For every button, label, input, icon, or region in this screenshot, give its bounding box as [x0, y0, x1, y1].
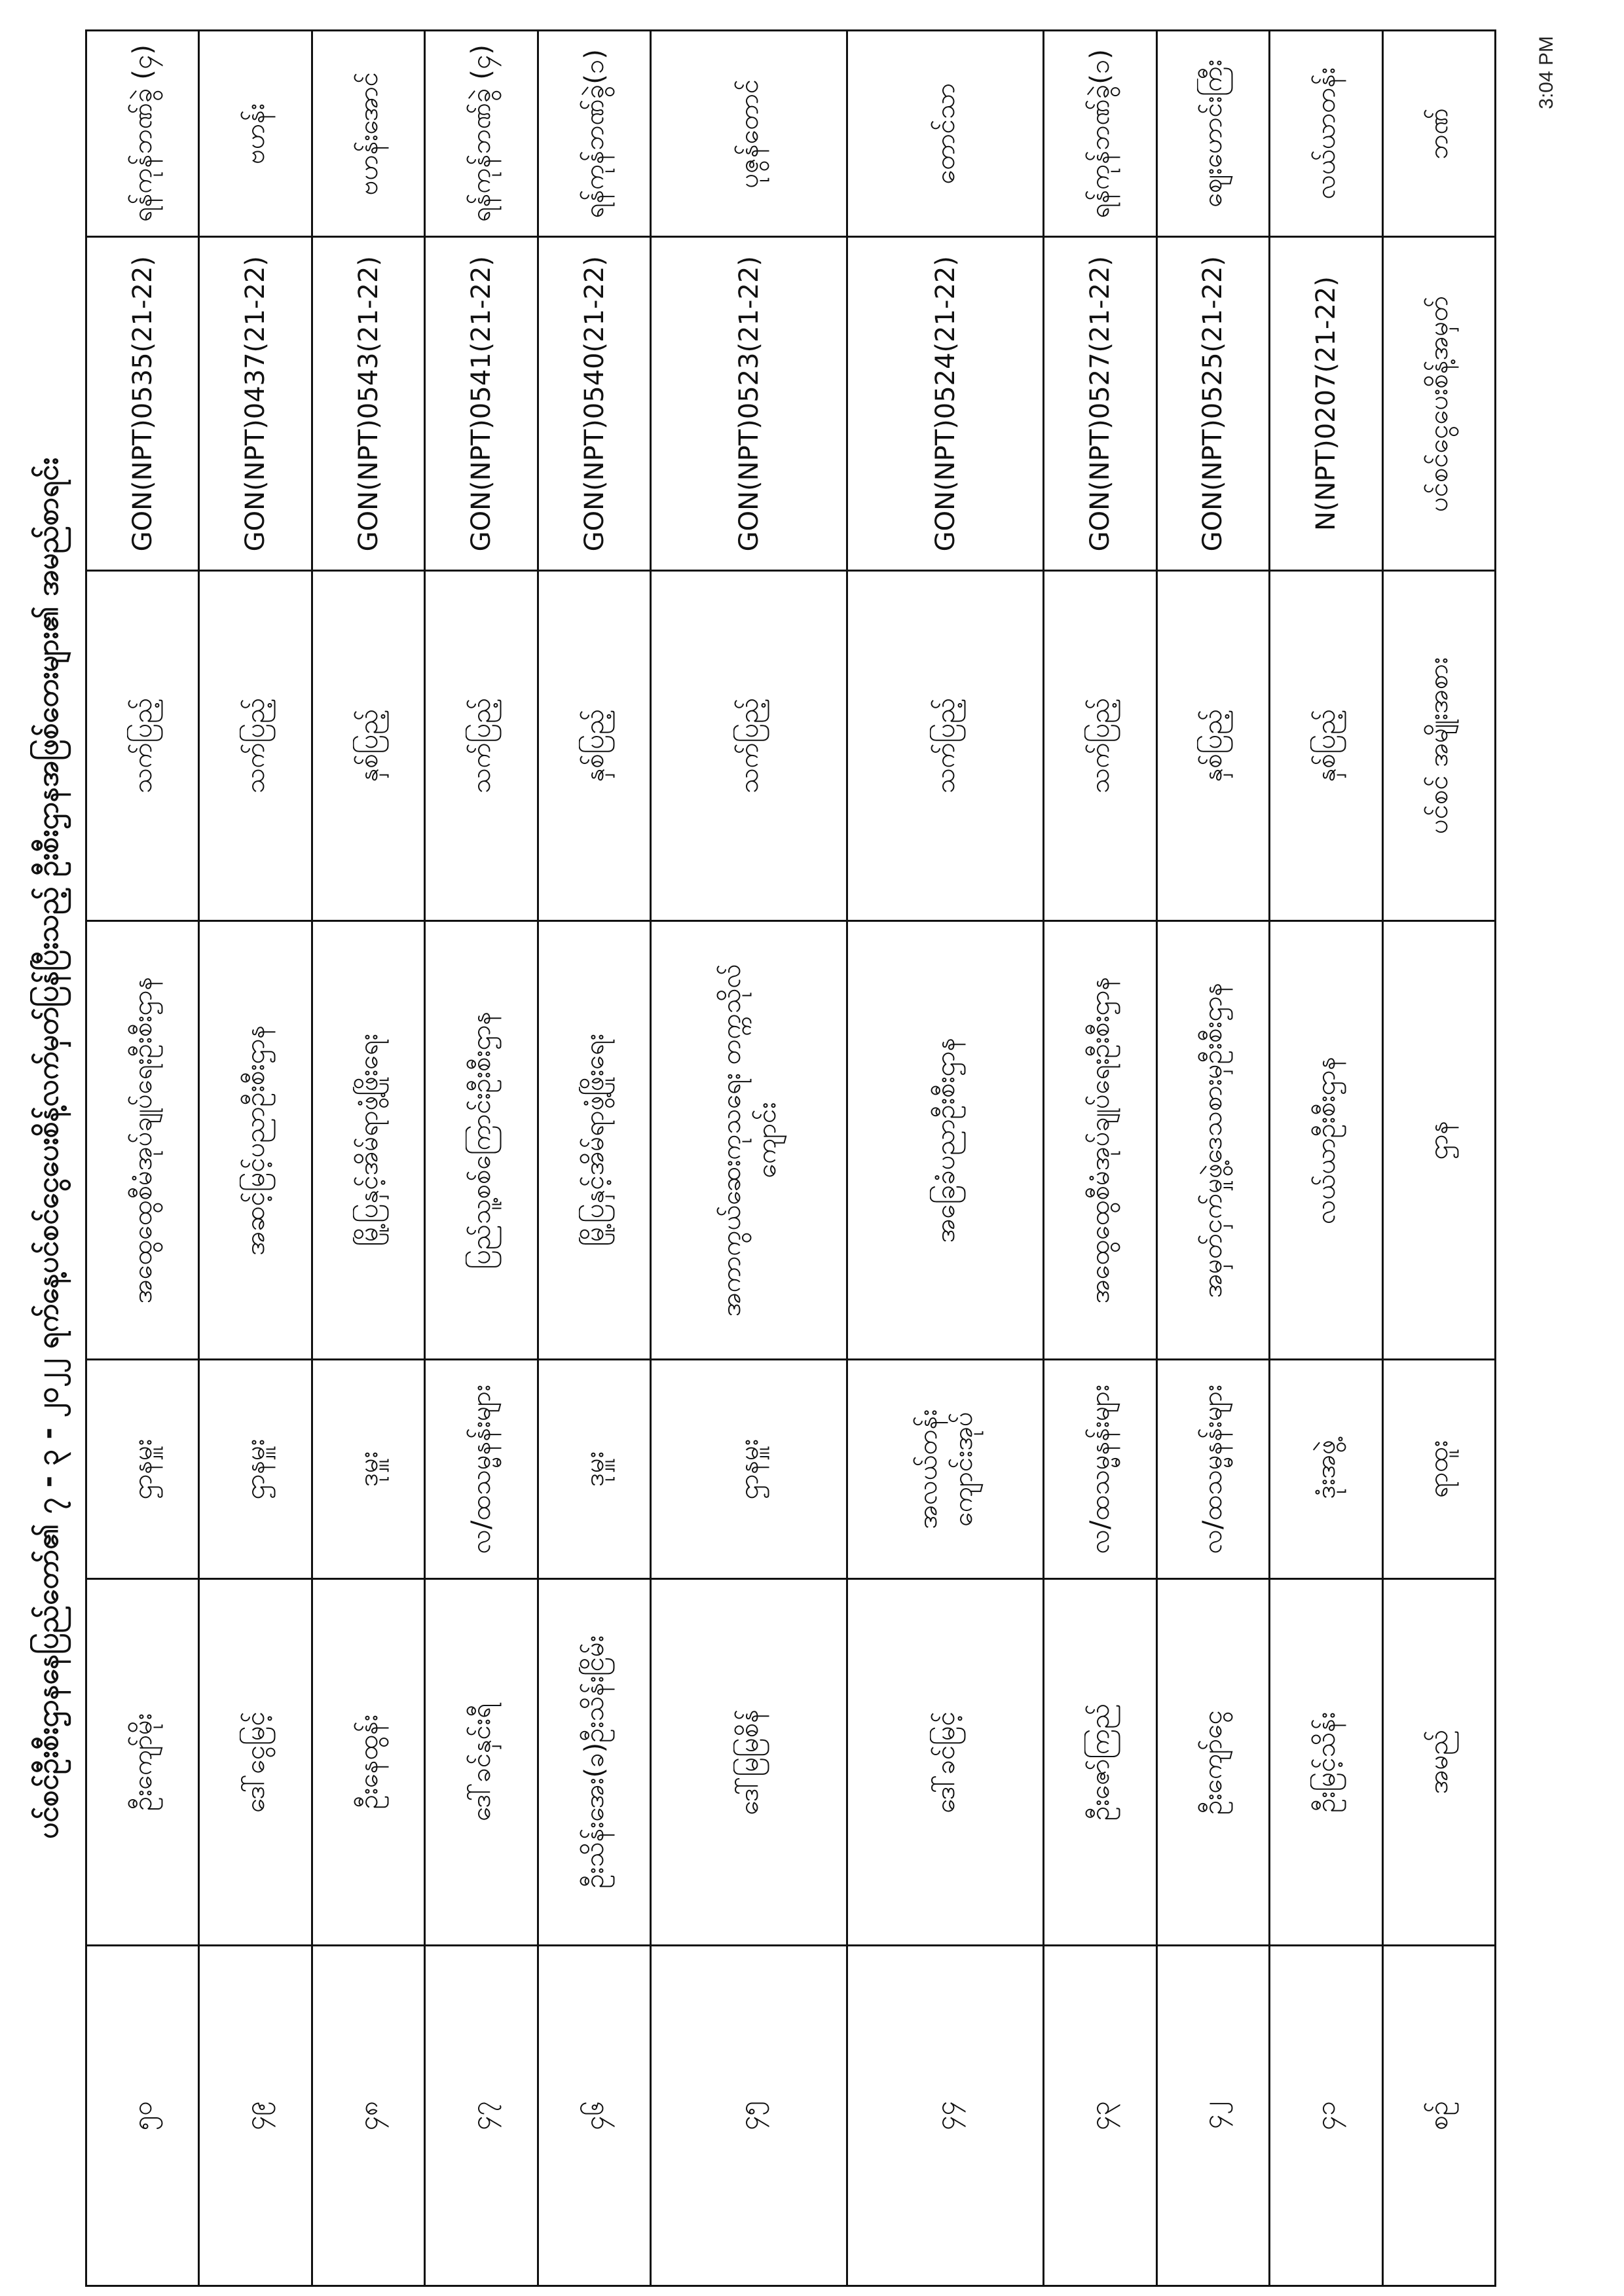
cell-pension-type-text: သက်ပြည့်	[240, 697, 271, 793]
cell-pension-type-text: နှစ်ပြည့်	[1310, 709, 1341, 782]
table-row	[847, 31, 1044, 2286]
cell-pension-type	[199, 571, 312, 921]
cell-pension-type-text: သက်ပြည့်	[466, 697, 497, 793]
cell-name	[425, 1579, 538, 1946]
cell-name	[1044, 1579, 1156, 1946]
cell-name	[651, 1579, 847, 1946]
header-rank-text: ရာထူး	[1424, 1440, 1454, 1499]
cell-name	[1156, 1579, 1269, 1946]
cell-pension-no	[1044, 237, 1156, 571]
cell-remark	[538, 31, 650, 237]
cell-remark-text: ဗဟန်းအောင်	[353, 71, 384, 196]
pension-list-table	[85, 29, 1496, 2287]
cell-remark-text: ရန်ကုန်ဘဏ်ခွဲ(၁)	[1084, 48, 1115, 219]
header-remark-text: ဘဏ်	[1424, 107, 1454, 160]
cell-serial-no-text: ၄၂	[1198, 2102, 1228, 2130]
cell-name	[1270, 1579, 1382, 1946]
cell-pension-type	[1270, 571, 1382, 921]
cell-name-text: ဒေါ်ငွေမြင့်	[240, 1711, 271, 1813]
cell-rank	[86, 1360, 200, 1579]
cell-pension-no-text: GON(NPT)0523(21-22)	[733, 255, 764, 552]
cell-pension-no	[1270, 237, 1382, 571]
cell-serial-no	[538, 1946, 650, 2286]
cell-serial-no	[651, 1946, 847, 2286]
cell-rank	[1156, 1360, 1269, 1579]
cell-rank	[199, 1360, 312, 1579]
cell-remark-text: ရန်ကုန်ဘဏ်ခွဲ(၁)	[579, 48, 610, 219]
cell-serial-no-text: ၅၀	[127, 2101, 158, 2130]
cell-name-text: ဦးကျော်ငွေ	[1198, 1709, 1228, 1815]
cell-rank-text: ဌာနမှူး	[127, 1438, 158, 1500]
cell-serial-no	[847, 1946, 1044, 2286]
cell-department	[312, 921, 424, 1360]
table-row	[425, 31, 538, 2286]
table-row	[538, 31, 650, 2286]
header-name	[1382, 1579, 1495, 1946]
cell-pension-type	[312, 571, 424, 921]
cell-serial-no-text: ၄၉	[240, 2101, 271, 2130]
cell-serial-no	[1270, 1946, 1382, 2286]
table-row	[651, 31, 847, 2286]
cell-pension-no	[847, 237, 1044, 571]
cell-pension-no	[651, 237, 847, 571]
header-pension-type	[1382, 571, 1495, 921]
header-serial-no	[1382, 1946, 1495, 2286]
cell-pension-type	[1156, 571, 1269, 921]
header-remark	[1382, 31, 1495, 237]
cell-rank-text: ဒုမှူး	[353, 1451, 384, 1487]
cell-pension-type	[538, 571, 650, 921]
title-text: ပင်စင်ဦးစီးဌာနနေပြည်တော်၏ ၇ - ၃ - ၂၀၂၂ ရက်နေ့ပင်စင်ငွေပေးစိန့်လက်မှတ်ပြန်ပြီးသည့် ဦးစီးဌာနအဖြစ်တေးများ၏ အမည်စာရင်း	[31, 457, 65, 1839]
cell-remark-text: ဈေးဟောင်းကြီး	[1198, 60, 1228, 208]
cell-pension-no	[199, 237, 312, 571]
cell-pension-type	[425, 571, 538, 921]
cell-department-text: မြို့ပြနှင့်အိမ်ရာဖွံ့ဖြိုးရေး	[353, 1034, 384, 1247]
cell-serial-no	[1044, 1946, 1156, 2286]
cell-serial-no-text: ၄၆	[579, 2101, 610, 2130]
cell-pension-no-text: GON(NPT)0524(21-22)	[930, 255, 961, 552]
cell-department	[1156, 921, 1269, 1360]
cell-pension-type-text: သက်ပြည့်	[733, 697, 764, 793]
cell-remark	[199, 31, 312, 237]
cell-name	[312, 1579, 424, 1946]
cell-rank-text: လ/ထသမ္မနန်းများ	[1084, 1384, 1115, 1554]
cell-remark	[425, 31, 538, 237]
cell-remark	[1270, 31, 1382, 237]
cell-rank	[538, 1360, 650, 1579]
cell-rank-text: လ/ထသမ္မနန်းများ	[466, 1384, 497, 1554]
cell-rank	[425, 1360, 538, 1579]
cell-serial-no	[312, 1946, 424, 2286]
cell-name	[86, 1579, 200, 1946]
cell-name-text: ဦးနေထွန်း	[353, 1715, 384, 1810]
cell-name-text: ဦးကျော်မိုး	[127, 1713, 158, 1811]
cell-rank-text: ဒုမှူး	[579, 1451, 610, 1487]
timestamp: 3:04 PM	[1536, 36, 1557, 109]
cell-name	[199, 1579, 312, 1946]
cell-serial-no-text: ၄၁	[1310, 2101, 1341, 2130]
cell-pension-type-text: သက်ပြည့်	[1084, 697, 1115, 793]
cell-rank-text: ဌာနမှူး	[240, 1438, 271, 1500]
cell-department	[538, 921, 650, 1360]
cell-rank	[1044, 1360, 1156, 1579]
cell-remark	[1156, 31, 1269, 237]
cell-department	[1270, 921, 1382, 1360]
cell-pension-no	[312, 237, 424, 571]
cell-rank	[847, 1360, 1044, 1579]
cell-rank	[1270, 1360, 1382, 1579]
cell-pension-no-text: GON(NPT)0540(21-22)	[579, 255, 610, 552]
cell-name-text: ဒေါ်ခင်မြင့်	[930, 1711, 961, 1813]
cell-pension-type-text: သက်ပြည့်	[127, 697, 158, 793]
cell-name-text: ဦးဇော်ကြည်	[1084, 1704, 1115, 1821]
cell-name-text: ဦးမြင့်သိန်း	[1310, 1711, 1341, 1813]
header-pension-no	[1382, 237, 1495, 571]
cell-pension-type	[847, 571, 1044, 921]
cell-rank-text: လ/ထသမ္မနန်းများ	[1198, 1384, 1228, 1554]
cell-remark-text: ပုဇွန်တောင်	[733, 79, 764, 189]
cell-rank	[651, 1360, 847, 1579]
cell-serial-no	[199, 1946, 312, 2286]
cell-pension-type	[86, 571, 200, 921]
cell-name-text: ဦးသိန်းအေး(ခ)ဦးသိန်းငြိမ်း	[579, 1635, 610, 1889]
cell-pension-no-text: GON(NPT)0543(21-22)	[353, 255, 384, 552]
cell-serial-no-text: ၄၈	[353, 2100, 384, 2131]
cell-remark	[847, 31, 1044, 237]
cell-remark	[312, 31, 424, 237]
cell-serial-no-text: ၄၄	[930, 2101, 961, 2130]
cell-rank-text: ဒုံးအဖွဲ့	[1310, 1439, 1341, 1499]
cell-pension-type-text: သက်ပြည့်	[930, 697, 961, 793]
cell-serial-no-text: ၄၇	[466, 2101, 497, 2130]
table-row	[199, 31, 312, 2286]
cell-remark	[1044, 31, 1156, 237]
cell-rank-text: အလယ်တန်းကျောင်းအုပ်	[912, 1409, 978, 1529]
cell-pension-type-text: နှစ်ပြည့်	[353, 709, 384, 782]
cell-pension-no	[1156, 237, 1269, 571]
header-name-text: အမည်	[1424, 1730, 1454, 1795]
cell-department-text: အထွေထွေစီမံအုပ်ချုပ်ရေးဦးစီးဌာန	[1084, 977, 1115, 1303]
cell-remark	[86, 31, 200, 237]
cell-pension-no	[538, 237, 650, 571]
cell-remark-text: တောင်သာ	[930, 82, 961, 185]
table-row	[86, 31, 200, 2286]
cell-department	[1044, 921, 1156, 1360]
header-rank	[1382, 1360, 1495, 1579]
table-row	[1156, 31, 1269, 2286]
cell-serial-no	[86, 1946, 200, 2286]
table-body	[86, 31, 1496, 2286]
cell-remark-text: လယ်ယာတန်း	[1310, 67, 1341, 200]
cell-department	[425, 921, 538, 1360]
cell-department-text: အခြေခံပညာဦးစီးဌာန	[930, 1037, 961, 1243]
cell-department	[847, 921, 1044, 1360]
cell-serial-no-text: ၄၃	[1084, 2101, 1115, 2130]
cell-serial-no	[1156, 1946, 1269, 2286]
cell-department-text: အကာကွယ်ဆေးကုသရေး တက္ကသိုလ်ကျောင်း	[716, 964, 782, 1317]
header-row	[1382, 31, 1495, 2286]
cell-remark	[651, 31, 847, 237]
cell-pension-no-text: GON(NPT)0437(21-22)	[240, 255, 271, 552]
cell-pension-no	[86, 237, 200, 571]
header-serial-no-text: စဉ်	[1424, 2101, 1454, 2130]
header-pension-no-text: ပင်စင်ငွေပေးစိန့်အမှတ်	[1424, 295, 1454, 512]
cell-name	[847, 1579, 1044, 1946]
table-row	[1044, 31, 1156, 2286]
cell-department-text: ပြည်သူ့စစ်ကြောင်းဦးစီးဌာန	[466, 1011, 497, 1269]
header-department-text: ဌာန	[1424, 1120, 1454, 1160]
header-pension-type-text: ပင်စင် အမျိုးအစား	[1424, 657, 1454, 835]
cell-pension-no-text: GON(NPT)0535(21-22)	[127, 255, 158, 552]
cell-pension-type	[1044, 571, 1156, 921]
header-department	[1382, 921, 1495, 1360]
cell-remark-text: ဗဟန်း	[240, 103, 271, 164]
cell-pension-type-text: နှစ်ပြည့်	[579, 709, 610, 782]
cell-department	[86, 921, 200, 1360]
cell-rank	[312, 1360, 424, 1579]
cell-department	[651, 921, 847, 1360]
document-title	[20, 0, 72, 2296]
cell-name-text: ဒေါ်မြမြစိန်	[733, 1709, 764, 1815]
table-row	[1270, 31, 1382, 2286]
cell-serial-no-text: ၄၅	[733, 2101, 764, 2130]
cell-pension-type	[651, 571, 847, 921]
cell-remark-text: ရန်ကုန်ဘဏ်ခွဲ (၄)	[127, 45, 158, 223]
cell-department-text: မြို့ပြနှင့်အိမ်ရာဖွံ့ဖြိုးရေး	[579, 1034, 610, 1247]
cell-pension-no-text: GON(NPT)0527(21-22)	[1084, 255, 1115, 552]
cell-serial-no	[425, 1946, 538, 2286]
cell-pension-no-text: GON(NPT)0541(21-22)	[466, 255, 497, 552]
cell-department-text: အဆင့်မြင့်ပညာဦးစီးဌာန	[240, 1025, 271, 1256]
cell-department-text: အထွေထွေစီမံအုပ်ချုပ်ရေးဦးစီးဌာန	[127, 977, 158, 1303]
cell-pension-type-text: နှစ်ပြည့်	[1198, 709, 1228, 782]
cell-rank-text: ဌာနမှူး	[733, 1438, 764, 1500]
cell-pension-no-text: GON(NPT)0525(21-22)	[1198, 255, 1228, 552]
cell-name	[538, 1579, 650, 1946]
cell-department-text: လယ်ယာဦးစီးဌာန	[1310, 1056, 1341, 1224]
table-row	[312, 31, 424, 2286]
cell-pension-no	[425, 237, 538, 571]
cell-department	[199, 921, 312, 1360]
cell-name-text: ဒေါ်ခင်နှင်းရီ	[466, 1703, 497, 1821]
cell-pension-no-text: N(NPT)0207(21-22)	[1310, 276, 1341, 531]
cell-remark-text: ရန်ကုန်ဘဏ်ခွဲ (၄)	[466, 45, 497, 223]
cell-department-text: အမှတ်ငှက်မှုဖွဲ့ဒေသစားမှဦးစီးဌာန	[1198, 982, 1228, 1298]
